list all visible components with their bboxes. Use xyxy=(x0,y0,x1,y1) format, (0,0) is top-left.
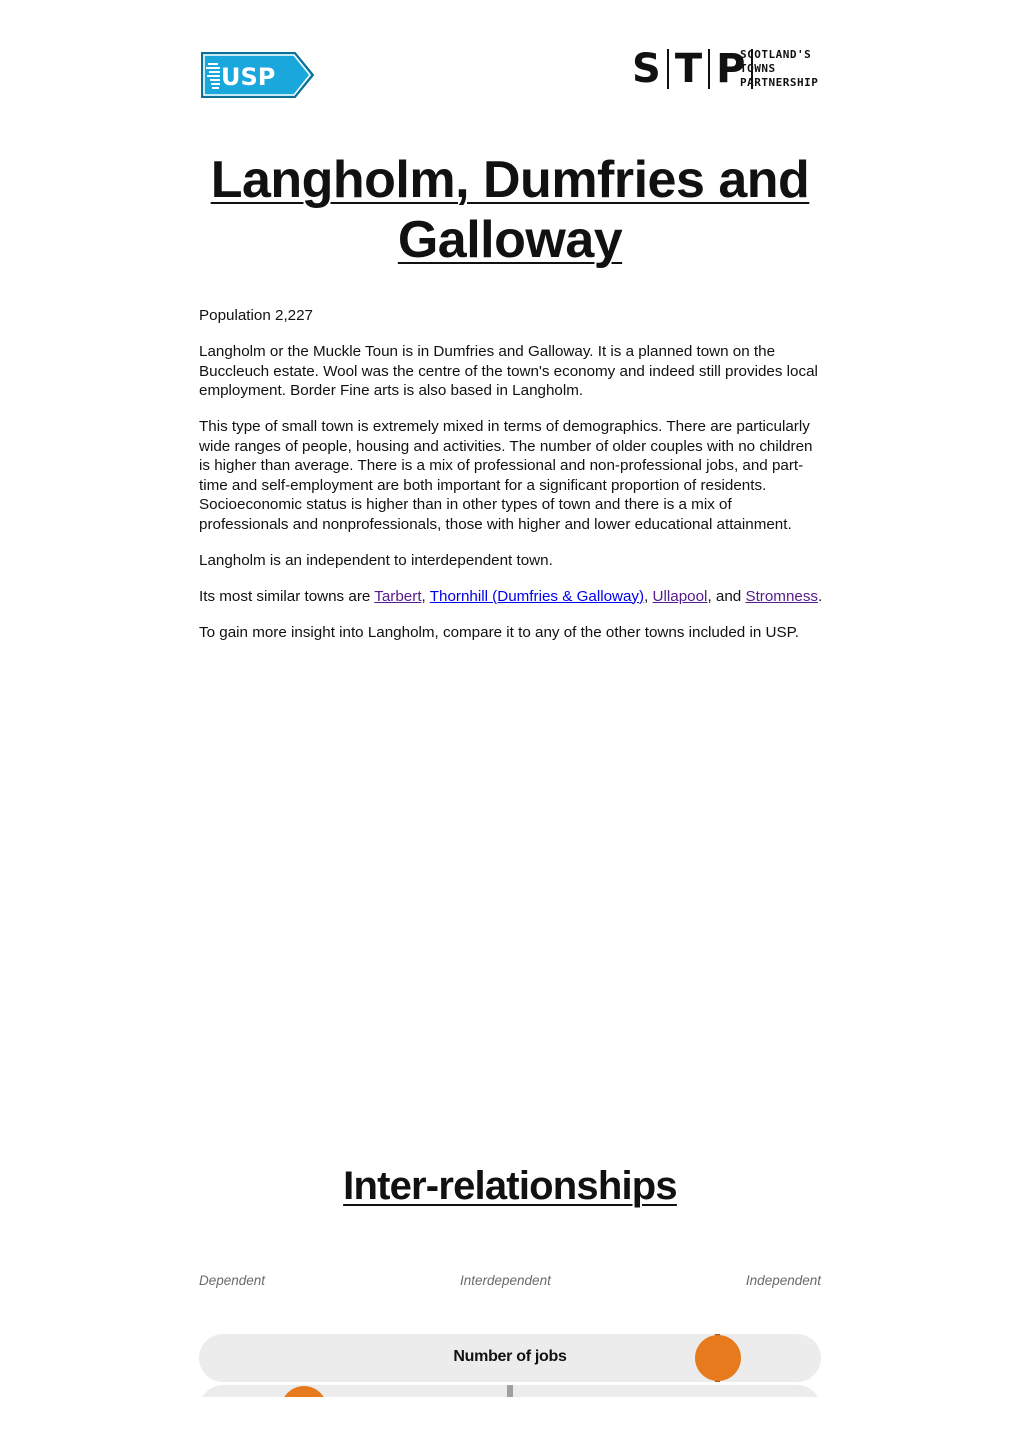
indicator-label: Number of jobs xyxy=(453,1348,567,1365)
stp-line: SCOTLAND'S xyxy=(740,48,812,61)
stp-line: TOWNS xyxy=(740,62,776,75)
scale-label-independent: Independent xyxy=(745,1273,821,1288)
section-title-inter-relationships: Inter-relationships xyxy=(343,1164,677,1208)
indicator-marker xyxy=(695,1335,741,1381)
similar-towns-prefix: Its most similar towns are xyxy=(199,587,375,605)
similar-town-link-thornhill[interactable]: Thornhill (Dumfries & Galloway) xyxy=(429,587,645,605)
separator: . xyxy=(818,587,823,605)
indicator-row xyxy=(199,1385,821,1397)
intro-paragraph: Langholm or the Muckle Toun is in Dumfries and Galloway. It is a planned town on the Buccleuch estate. Wool was the centre of the town's economy and indeed still provides local employment. Border Fine arts is also based in Langholm. xyxy=(199,343,818,399)
midpoint-tick xyxy=(507,1385,513,1397)
usp-logo-text: USP xyxy=(221,63,276,91)
stp-letter-s: S xyxy=(632,46,661,92)
scale-label-interdependent: Interdependent xyxy=(460,1273,551,1288)
compare-paragraph: To gain more insight into Langholm, compare it to any of the other towns included in USP. xyxy=(199,623,799,641)
similar-town-link-ullapool[interactable]: Ullapool xyxy=(652,587,708,605)
similar-town-link-stromness[interactable]: Stromness xyxy=(745,587,819,605)
stp-letter-p: P xyxy=(716,46,746,92)
indicator-bars xyxy=(199,1334,821,1397)
separator: , xyxy=(421,587,430,605)
scale-label-dependent: Dependent xyxy=(199,1273,266,1288)
similar-town-link-tarbert[interactable]: Tarbert xyxy=(374,587,422,605)
separator: , xyxy=(644,587,653,605)
indicator-marker xyxy=(281,1386,327,1397)
town-type-paragraph: This type of small town is extremely mixed in terms of demographics. There are particularly wide ranges of people, housing and activities. The number of older couples with no children is higher than average. There is a mix of professional and non-professional jobs, and part-time and self-employment are both important for a significant proportion of residents. Socioeconomic status is higher than in other types of town and there is a mix of professionals and nonprofessionals, those with higher and lower educational attainment. xyxy=(199,418,813,533)
indicator-row-number-of-jobs xyxy=(199,1334,821,1382)
classification-paragraph: Langholm is an independent to interdependent town. xyxy=(199,551,553,569)
population-text: Population 2,227 xyxy=(199,307,314,324)
stp-letter-t: T xyxy=(674,46,703,92)
page-title: Langholm, Dumfries and Galloway xyxy=(210,151,810,269)
stp-line: PARTNERSHIP xyxy=(740,76,819,89)
separator: , and xyxy=(707,587,746,605)
